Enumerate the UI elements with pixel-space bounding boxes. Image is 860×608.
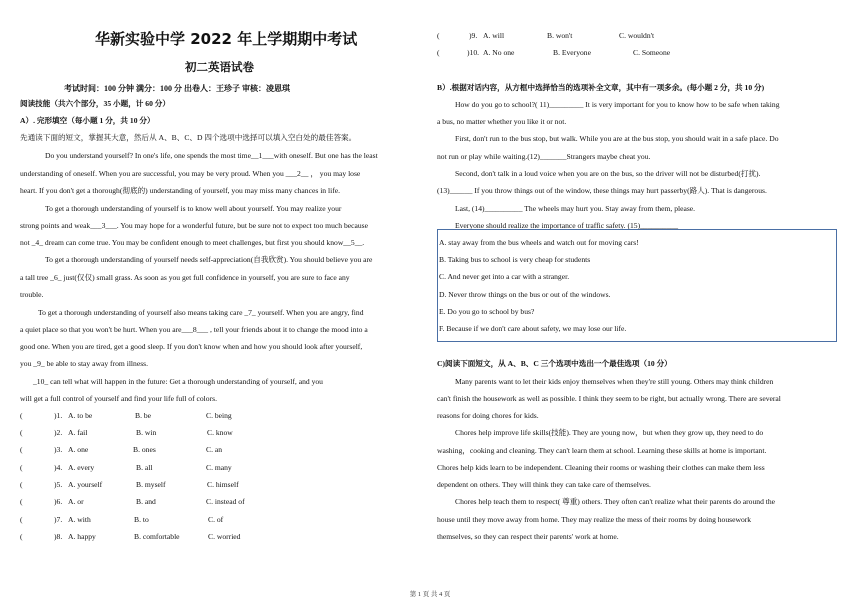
part-b-line: (13)______ If you throw things out of the window, these things may hurt passerby(路人). That is dangerous. [437, 186, 767, 195]
part-c-line: themselves, so they can respect their parents' work at home. [437, 532, 619, 541]
part-c-line: house until they move away from home. They may realize the mess of their rooms by doing housework [437, 515, 752, 524]
passage-line: understanding of oneself. When you are successful, you may be very proud. When you ___2__ ， you may lose [20, 169, 361, 178]
option-c: C. of [208, 515, 224, 524]
option-c: C. himself [207, 480, 239, 489]
passage-line: To get a thorough understanding of yourself is to know well about yourself. You may realize your [45, 204, 342, 213]
option-a: A. happy [68, 532, 96, 541]
part-b-heading: B）.根据对话内容，从方框中选择恰当的选项补全文章，其中有一项多余。(每小题 2 分，共 10 分) [437, 83, 765, 92]
box-option: C. And never get into a car with a stranger. [439, 272, 570, 281]
box-option: B. Taking bus to school is very cheap for students [439, 255, 591, 264]
part-a-instructions: 先通读下面的短文，掌握其大意，然后从 A、B、C、D 四个选项中选择可以填入空白处的最佳答案。 [20, 133, 357, 142]
option-c: C. wouldn't [619, 31, 655, 40]
option-c: C. know [207, 428, 233, 437]
exam-subtitle: 初二英语试卷 [185, 60, 254, 74]
option-b: B. Everyone [553, 48, 591, 57]
part-c-line: reasons for doing chores for kids. [437, 411, 539, 420]
exam-page: 华新实验中学 2022 年上学期期中考试 初二英语试卷 考试时间：100 分钟 满分：100 分 出卷人：王珍子 审核：凌恩琪 阅读技能（共六个部分，35 小题，计 60 分） A）. 完形填空（每小题 1 分，共 10 分） 先通读下面的短文，掌握其大意，然后从 A、B、C、D 四个选项中选择可以填入空白处的最佳答案。 Do you understand yourself? In one's life, one spends the most time__1___with oneself. But one has the least understanding of oneself. When you are successful, you may be very proud. When you ___2__ ， you may lose heart. If you don't get a thorough(彻底的) understanding of yourself, you may miss many chances in life. To get a thorough understanding of yourself is to know well about yourself. You may realize your strong points and weak___3___. You may hope for a wonderful future, but be sure not to expect too much because not _4_ dream can come true. You may be confident enough to meet challenges, but first you should know__5__. To get a thorough understanding of yourself needs self-appreciation(自我欣赏). You should believe you are a tall tree _6_ just(仅仅) small grass. As soon as you get full confidence in yourself, you are sure to face any trouble. To get a thorough understanding of yourself also means taking care _7_ yourself. When you are angry, find a quiet place so that you won't be hurt. When you are___8___ , tell your friends about it to change the mood into a good one. When you are tired, get a good sleep. If you don't know when and how you should look after yourself, you _9_ be able to stay away from illness. _10_ can tell what will happen in the future: Get a thorough understanding of yourself, and you will get a full control of yourself and find your life full of colors. ( )1. A. to be B. be C. being ( )2. A. fail B. win C. know ( )3. A. one B. ones C. an ( )4. A. every B. all C. many ( )5. A. yourself B. myself C. himself ( )6. A. or B. and C. instead of ( )7. A. with B. to C. of ( )8. A. happy B. comfortable C. worried ( )9. A. will B. won't C. wouldn't ( )10. A. No one B. Everyone C. Someone B）.根据对话内容，从方框中选择恰当的选项补全文章，其中有一项多余。(每小题 2 分，共 10 分) How do you go to school?( 11)_________ It is very important for you to know how to be safe when taking a bus, no matter whether you like it or not. First, don't run to the bus stop, but walk. While you are at the bus stop, you should wait in a safe place. Do not run or play while waiting.(12)_______Strangers maybe cheat you. Second, don't talk in a loud voice when you are on the bus, so the driver will not be disturbed(打扰). (13)______ If you throw things out of the window, these things may hurt passerby(路人). That is dangerous. Last, (14)__________ The wheels may hurt you. Stay away from them, please. Everyone should realize the importance of traffic safety. (15)__________ A. stay away from the bus wheels and watch out for moving cars! B. Taking bus to school is very cheap for students C. And never get into a car with a stranger. D. Never throw things on the bus or out of the windows. E. Do you go to school by bus? F. Because if we don't care about safety, we may lose our life. C)阅读下面短文，从 A、B、C 三个选项中选出一个最佳选项（10 分） Many parents want to let their kids enjoy themselves when they're still young. Others may think children can't finish the housework as well as possible. I think they seem to be right, but actually wrong. There are several reasons for doing chores for kids. Chores help improve life skills(技能). They are young now，but when they grow up, they need to do washing，cooking and cleaning. They can't learn them at school. Learning these skills at home is important. Chores help kids learn to be independent. Cleaning their rooms or washing their clothes can make them less dependent on others. They will think they can take care of themselves. Chores help teach them to respect( 尊重) others. They often can't realize what their parents do around the house until they move away from home. They may realize the mess of their rooms by doing housework themselves, so they can respect their parents' work at home. 第 1 页 共 4 页 [0, 0, 860, 608]
part-c-line: Chores help teach them to respect( 尊重) others. They often can't realize what their parents do around the [455, 497, 776, 506]
part-c-line: Chores help kids learn to be independent. Cleaning their rooms or washing their clothes can make them less [437, 463, 765, 472]
option-b: B. and [136, 497, 156, 506]
part-b-line: Everyone should realize the importance of traffic safety. (15)__________ [455, 221, 679, 230]
option-c: C. an [206, 445, 223, 454]
option-a: A. with [68, 515, 91, 524]
part-b-line: First, don't run to the bus stop, but walk. While you are at the bus stop, you should wait in a safe place. Do [455, 134, 779, 143]
option-a: A. every [68, 463, 95, 472]
passage-line: strong points and weak___3___. You may hope for a wonderful future, but be sure not to expect too much because [20, 221, 368, 230]
section-heading: 阅读技能（共六个部分，35 小题，计 60 分） [20, 99, 170, 108]
option-b: B. comfortable [134, 532, 180, 541]
option-a: A. will [483, 31, 505, 40]
option-b: B. be [135, 411, 152, 420]
box-option: D. Never throw things on the bus or out of the windows. [439, 290, 611, 299]
option-b: B. ones [133, 445, 156, 454]
option-b: B. won't [547, 31, 573, 40]
passage-line: will get a full control of yourself and find your life full of colors. [20, 394, 217, 403]
option-b: B. all [136, 463, 153, 472]
option-a: A. or [68, 497, 84, 506]
exam-title: 华新实验中学 2022 年上学期期中考试 [95, 30, 358, 48]
part-c-line: Many parents want to let their kids enjoy themselves when they're still young. Others may think children [455, 377, 774, 386]
option-a: A. No one [483, 48, 515, 57]
passage-line: To get a thorough understanding of yourself needs self-appreciation(自我欣赏). You should believe you are [45, 255, 373, 264]
part-c-line: can't finish the housework as well as possible. I think they seem to be right, but actually wrong. There are several [437, 394, 781, 403]
option-b: B. win [136, 428, 157, 437]
part-b-line: Last, (14)__________ The wheels may hurt you. Stay away from them, please. [455, 204, 696, 213]
option-a: A. one [68, 445, 89, 454]
option-c: C. being [206, 411, 232, 420]
passage-line: trouble. [20, 290, 44, 299]
passage-line: _10_ can tell what will happen in the future: Get a thorough understanding of yourself, and you [33, 377, 323, 386]
option-b: B. myself [136, 480, 166, 489]
passage-line: you _9_ be able to stay away from illness. [20, 359, 149, 368]
part-c-line: washing，cooking and cleaning. They can't learn them at school. Learning these skills at home is important. [437, 446, 767, 455]
box-option: E. Do you go to school by bus? [439, 307, 535, 316]
part-b-line: Second, don't talk in a loud voice when you are on the bus, so the driver will not be disturbed(打扰). [455, 169, 761, 178]
option-c: C. instead of [206, 497, 245, 506]
box-option: A. stay away from the bus wheels and watch out for moving cars! [439, 238, 639, 247]
passage-line: a tall tree _6_ just(仅仅) small grass. As soon as you get full confidence in yourself, you are sure to face any [20, 273, 350, 282]
passage-line: heart. If you don't get a thorough(彻底的) understanding of yourself, you may miss many chances in life. [20, 186, 341, 195]
part-c-line: Chores help improve life skills(技能). They are young now，but when they grow up, they need to do [455, 428, 764, 437]
part-a-heading: A）. 完形填空（每小题 1 分，共 10 分） [20, 116, 155, 125]
part-b-line: not run or play while waiting.(12)_______Strangers maybe cheat you. [437, 152, 651, 161]
option-a: A. to be [68, 411, 93, 420]
passage-line: good one. When you are tired, get a good sleep. If you don't know when and how you should look after yourself, [20, 342, 363, 351]
passage-line: not _4_ dream can come true. You may be confident enough to meet challenges, but first you should know__5__. [20, 238, 365, 247]
option-a: A. fail [68, 428, 88, 437]
option-c: C. many [206, 463, 232, 472]
part-b-line: a bus, no matter whether you like it or not. [437, 117, 567, 126]
passage-line: To get a thorough understanding of yourself also means taking care _7_ yourself. When you are angry, find [38, 308, 364, 317]
option-c: C. Someone [633, 48, 671, 57]
box-option: F. Because if we don't care about safety, we may lose our life. [439, 324, 627, 333]
passage-line: a quiet place so that you won't be hurt. When you are___8___ , tell your friends about it to change the mood into a [20, 325, 368, 334]
option-b: B. to [134, 515, 149, 524]
part-b-line: How do you go to school?( 11)_________ It is very important for you to know how to be safe when taking [455, 100, 780, 109]
page-footer: 第 1 页 共 4 页 [409, 591, 451, 598]
part-c-heading: C)阅读下面短文，从 A、B、C 三个选项中选出一个最佳选项（10 分） [437, 359, 672, 368]
option-a: A. yourself [68, 480, 103, 489]
part-c-line: dependent on others. They will think they can take care of themselves. [437, 480, 651, 489]
exam-meta: 考试时间：100 分钟 满分：100 分 出卷人：王珍子 审核：凌恩琪 [64, 84, 290, 93]
option-c: C. worried [208, 532, 241, 541]
passage-line: Do you understand yourself? In one's life, one spends the most time__1___with oneself. But one has the least [45, 151, 378, 160]
